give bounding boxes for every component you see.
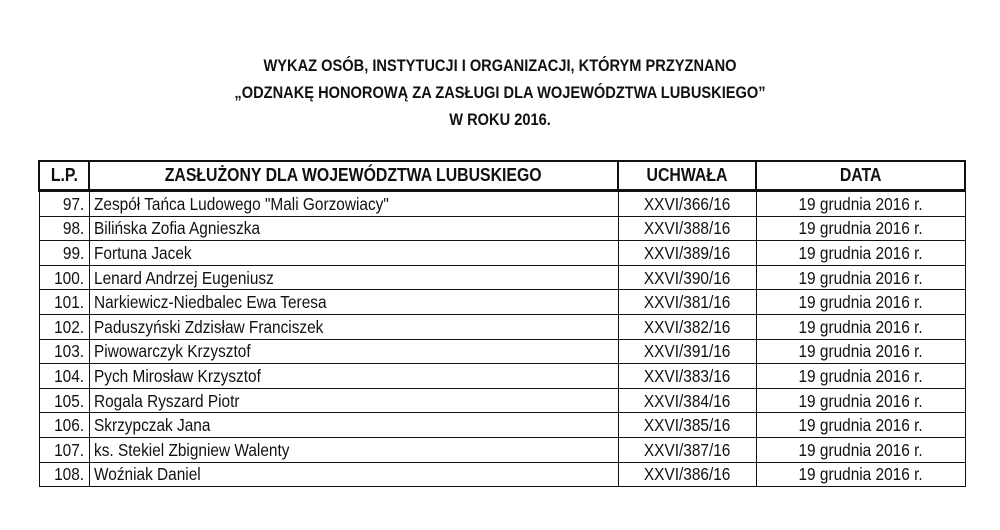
row-date: 19 grudnia 2016 r. — [756, 437, 965, 462]
table-row — [39, 437, 965, 462]
row-lp: 108. — [39, 462, 89, 487]
row-resolution: XXVI/383/16 — [618, 364, 756, 389]
table-row — [39, 216, 965, 241]
header-resolution: UCHWAŁA — [618, 161, 756, 191]
row-name: Lenard Andrzej Eugeniusz — [89, 265, 618, 290]
row-date: 19 grudnia 2016 r. — [756, 462, 965, 487]
row-lp: 97. — [39, 191, 89, 217]
row-name: Woźniak Daniel — [89, 462, 618, 487]
row-date: 19 grudnia 2016 r. — [756, 364, 965, 389]
table-row — [39, 413, 965, 438]
row-date: 19 grudnia 2016 r. — [756, 241, 965, 266]
row-lp: 105. — [39, 388, 89, 413]
row-name: Rogala Ryszard Piotr — [89, 388, 618, 413]
row-resolution: XXVI/381/16 — [618, 290, 756, 315]
table-row — [39, 339, 965, 364]
row-resolution: XXVI/390/16 — [618, 265, 756, 290]
row-lp: 101. — [39, 290, 89, 315]
row-resolution: XXVI/385/16 — [618, 413, 756, 438]
header-row — [39, 161, 965, 191]
row-lp: 98. — [39, 216, 89, 241]
row-date: 19 grudnia 2016 r. — [756, 314, 965, 339]
row-name: Paduszyński Zdzisław Franciszek — [89, 314, 618, 339]
row-lp: 104. — [39, 364, 89, 389]
row-name: Fortuna Jacek — [89, 241, 618, 266]
row-lp: 106. — [39, 413, 89, 438]
table-row — [39, 462, 965, 487]
table-row — [39, 290, 965, 315]
row-name: Pych Mirosław Krzysztof — [89, 364, 618, 389]
row-name: ks. Stekiel Zbigniew Walenty — [89, 437, 618, 462]
header-lp: L.P. — [39, 161, 89, 191]
row-resolution: XXVI/391/16 — [618, 339, 756, 364]
row-name: Skrzypczak Jana — [89, 413, 618, 438]
table-row — [39, 314, 965, 339]
table-row — [39, 191, 965, 217]
row-name: Narkiewicz-Niedbalec Ewa Teresa — [89, 290, 618, 315]
row-lp: 102. — [39, 314, 89, 339]
row-lp: 103. — [39, 339, 89, 364]
row-resolution: XXVI/366/16 — [618, 191, 756, 217]
title-line-1: WYKAZ OSÓB, INSTYTUCJI I ORGANIZACJI, KTÓRYM PRZYZNANO — [263, 56, 737, 75]
row-resolution: XXVI/388/16 — [618, 216, 756, 241]
row-date: 19 grudnia 2016 r. — [756, 265, 965, 290]
row-name: Piwowarczyk Krzysztof — [89, 339, 618, 364]
row-date: 19 grudnia 2016 r. — [756, 413, 965, 438]
row-date: 19 grudnia 2016 r. — [756, 216, 965, 241]
row-name: Bilińska Zofia Agnieszka — [89, 216, 618, 241]
table-row — [39, 241, 965, 266]
document-title — [70, 52, 930, 133]
row-lp: 107. — [39, 437, 89, 462]
row-date: 19 grudnia 2016 r. — [756, 388, 965, 413]
row-resolution: XXVI/389/16 — [618, 241, 756, 266]
header-name: ZASŁUŻONY DLA WOJEWÓDZTWA LUBUSKIEGO — [89, 161, 618, 191]
row-date: 19 grudnia 2016 r. — [756, 191, 965, 217]
row-lp: 100. — [39, 265, 89, 290]
row-resolution: XXVI/387/16 — [618, 437, 756, 462]
row-lp: 99. — [39, 241, 89, 266]
table-body — [39, 191, 965, 487]
table-header — [39, 161, 965, 191]
awardees-table — [38, 160, 966, 487]
row-date: 19 grudnia 2016 r. — [756, 339, 965, 364]
row-resolution: XXVI/384/16 — [618, 388, 756, 413]
row-resolution: XXVI/386/16 — [618, 462, 756, 487]
row-date: 19 grudnia 2016 r. — [756, 290, 965, 315]
row-name: Zespół Tańca Ludowego "Mali Gorzowiacy" — [89, 191, 618, 217]
row-resolution: XXVI/382/16 — [618, 314, 756, 339]
table-row — [39, 388, 965, 413]
title-line-2: „ODZNAKĘ HONOROWĄ ZA ZASŁUGI DLA WOJEWÓDZTWA LUBUSKIEGO” — [234, 83, 766, 102]
table-row — [39, 364, 965, 389]
title-line-3: W ROKU 2016. — [449, 110, 551, 129]
header-date: DATA — [756, 161, 965, 191]
table-row — [39, 265, 965, 290]
